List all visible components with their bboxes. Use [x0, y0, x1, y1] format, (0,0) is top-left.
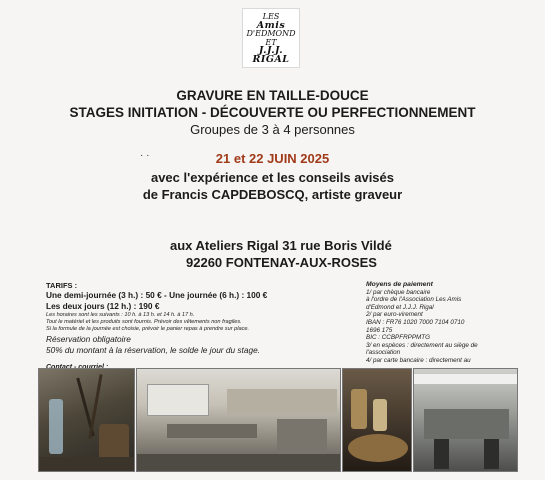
- main-title: GRAVURE EN TAILLE-DOUCE: [176, 88, 369, 103]
- venue-address: aux Ateliers Rigal 31 rue Boris Vildé: [170, 238, 392, 253]
- tarif-line: Une demi-journée (3 h.) : 50 € - Une journée (6 h.) : 100 €: [46, 290, 268, 300]
- logo-text: LES: [262, 12, 280, 21]
- tarif-line: Les deux jours (12 h.) : 190 €: [46, 301, 160, 311]
- logo-text: J.J.J. RIGAL: [252, 45, 290, 65]
- tarif-note: Si la formule de la journée est choisie, prévoir le panier repas à prendre sur place.: [46, 326, 250, 333]
- logo-text: Amis: [256, 19, 286, 31]
- payment-line: BIC : CCBPFRPPMTG: [366, 334, 431, 342]
- tarif-note: Les horaires sont les suivants : 10 h. à 13 h. et 14 h. à 17 h.: [46, 312, 195, 318]
- payment-line: 2/ par euro-virement: [366, 311, 423, 319]
- venue-city: 92260 FONTENAY-AUX-ROSES: [186, 255, 377, 270]
- logo-text: D'EDMOND: [246, 29, 296, 38]
- group-size: Groupes de 3 à 4 personnes: [190, 122, 355, 137]
- tarifs-title: TARIFS :: [46, 281, 78, 290]
- payment-line: d'Edmond et J.J.J. Rigal: [366, 303, 434, 311]
- tarifs-section: [46, 281, 346, 371]
- payment-line: 1696 175: [366, 326, 393, 334]
- payment-line: 1/ par chèque bancaire: [366, 288, 431, 296]
- workshop-photo-supplies: [342, 368, 412, 472]
- main-subtitle: STAGES INITIATION - DÉCOUVERTE OU PERFECTIONNEMENT: [69, 105, 476, 120]
- logo-text: ET: [265, 37, 277, 47]
- workshop-photo-tools: [38, 368, 135, 472]
- reservation-text: Réservation obligatoire: [46, 333, 131, 344]
- payment-line: 3/ en espèces : directement au siège de: [366, 341, 478, 349]
- payment-line: à l'ordre de l'Association Les Amis: [366, 296, 462, 304]
- decorative-dots: · ·: [140, 150, 150, 161]
- payment-title: Moyens de paiement: [366, 281, 433, 288]
- tarif-note: Tout le matériel et les produits sont fournis. Prévoir des vêtements non fragiles.: [46, 319, 242, 326]
- payment-line: IBAN : FR76 1020 7000 7104 0710: [366, 318, 465, 326]
- instructor-line1: avec l'expérience et les conseils avisés: [150, 170, 395, 185]
- deposit-text: 50% du montant à la réservation, le solde le jour du stage.: [46, 344, 261, 355]
- workshop-photo-press-room: [136, 368, 341, 472]
- workshop-photo-studio: [413, 368, 518, 472]
- payment-line: 4/ par carte bancaire : directement au: [366, 356, 471, 364]
- payment-line: l'association: [366, 349, 401, 357]
- instructor-line2: de Francis CAPDEBOSCQ, artiste graveur: [142, 187, 403, 202]
- payment-section: [366, 281, 516, 365]
- photo-strip: [38, 368, 518, 474]
- association-logo: [242, 8, 300, 68]
- event-dates: 21 et 22 JUIN 2025: [215, 151, 330, 166]
